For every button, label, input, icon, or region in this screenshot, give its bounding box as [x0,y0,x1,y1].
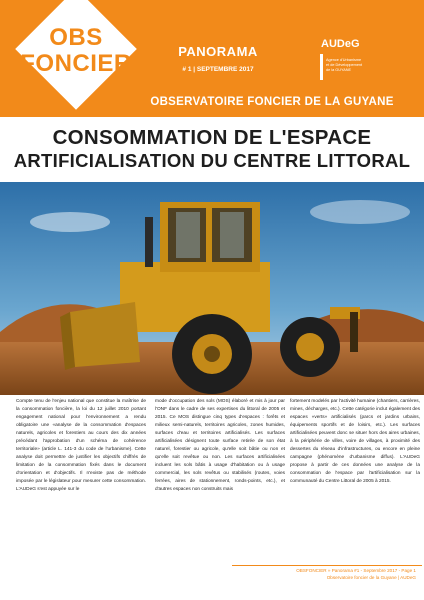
agency-logo-name: AUDeG [321,38,360,50]
footer-credit: Observatoire foncier de la Guyane | AUDeG [326,575,416,580]
agency-logo-bar [320,54,323,80]
agency-logo-subtitle [326,58,392,73]
issue-label: # 1 | SEPTEMBRE 2017 [182,66,254,73]
agency-subtitle-2: et de Développement [326,63,363,67]
observatory-label: OBSERVATOIRE FONCIER DE LA GUYANE [150,96,394,108]
logo-line-2: FONCIER [20,50,132,77]
footer-page-info: OBSFONCIER » Panorama #1 - Septembre 2017 - Page 1 [296,568,416,573]
page-title: CONSOMMATION DE L'ESPACE [52,126,372,149]
body-column-3: fortement modelés par l'activité humaine (chantiers, carrières, mines, décharges, etc.). Cette catégorie inclut également des espaces «verts» artificialisés (parcs et jardins urbains, équipements sportifs et de loisirs, etc.). Les surfaces artificialisées peuvent donc se situer hors des aires urbaines, à la périphérie de villes, voire de villages, à proximité des dessertes du réseau d'infrastructures, ou encore en pleine campagne (phénomène d'urbanisme diffus). L'AUDeG propose à partir de ces données une analyse de la consommation de l'espace par l'artificialisation sur la communauté du Centre Littoral de 2005 à 2015. [290,399,420,484]
bulldozer-photo [0,182,424,395]
footer-divider [232,565,422,566]
body-column-1: Compte tenu de l'enjeu national que constitue la maîtrise de la consommation foncière, la loi du 12 juillet 2010 portant engagement national pour l'environnement a rendu obligatoire une «analyse de la consommation d'espaces naturels, agricoles et forestiers au cours des dix années précédant l'approbation d'un schéma de cohérence territoriale» (article L. 141-3 du code de l'urbanisme). Cette analyse doit permettre de justifier les objectifs chiffrés de limitation de la consommation fixés dans le document d'orientation et d'objectifs. Il n'existe pas de méthode imposée par le législateur pour mesurer cette consommation. L'AUDeG s'est appuyée sur le [16,399,146,492]
agency-subtitle-1: Agence d'Urbanisme [326,58,362,62]
publication-title: PANORAMA [178,44,258,59]
page-subtitle: ARTIFICIALISATION DU CENTRE LITTORAL [13,150,411,171]
agency-subtitle-3: de la GUYANE [326,68,352,72]
body-column-2: mode d'occupation des sols (MOS) élaboré et mis à jour par l'ONF dans le cadre de ses expertises du littoral de 2005 et 2015. Ce MOS distingue cinq types d'espaces : forêts et milieux semi-naturels, territoires agricoles, zones humides, surfaces d'eau et territoires artificialisés. Les surfaces artificialisées désignent toute surface retirée de son état naturel, forestier ou agricole, qu'elle soit bâtie ou non et qu'elle soit revêtue ou non. Les surfaces artificialisées incluent les sols bâtis à usage d'habitation ou à usage commercial, les sols revêtus ou stabilisés (routes, voies ferrées, aires de stationnement, ronds-points, etc.), et d'autres espaces non construits mais [155,399,285,492]
logo-line-1: OBS [49,24,103,51]
